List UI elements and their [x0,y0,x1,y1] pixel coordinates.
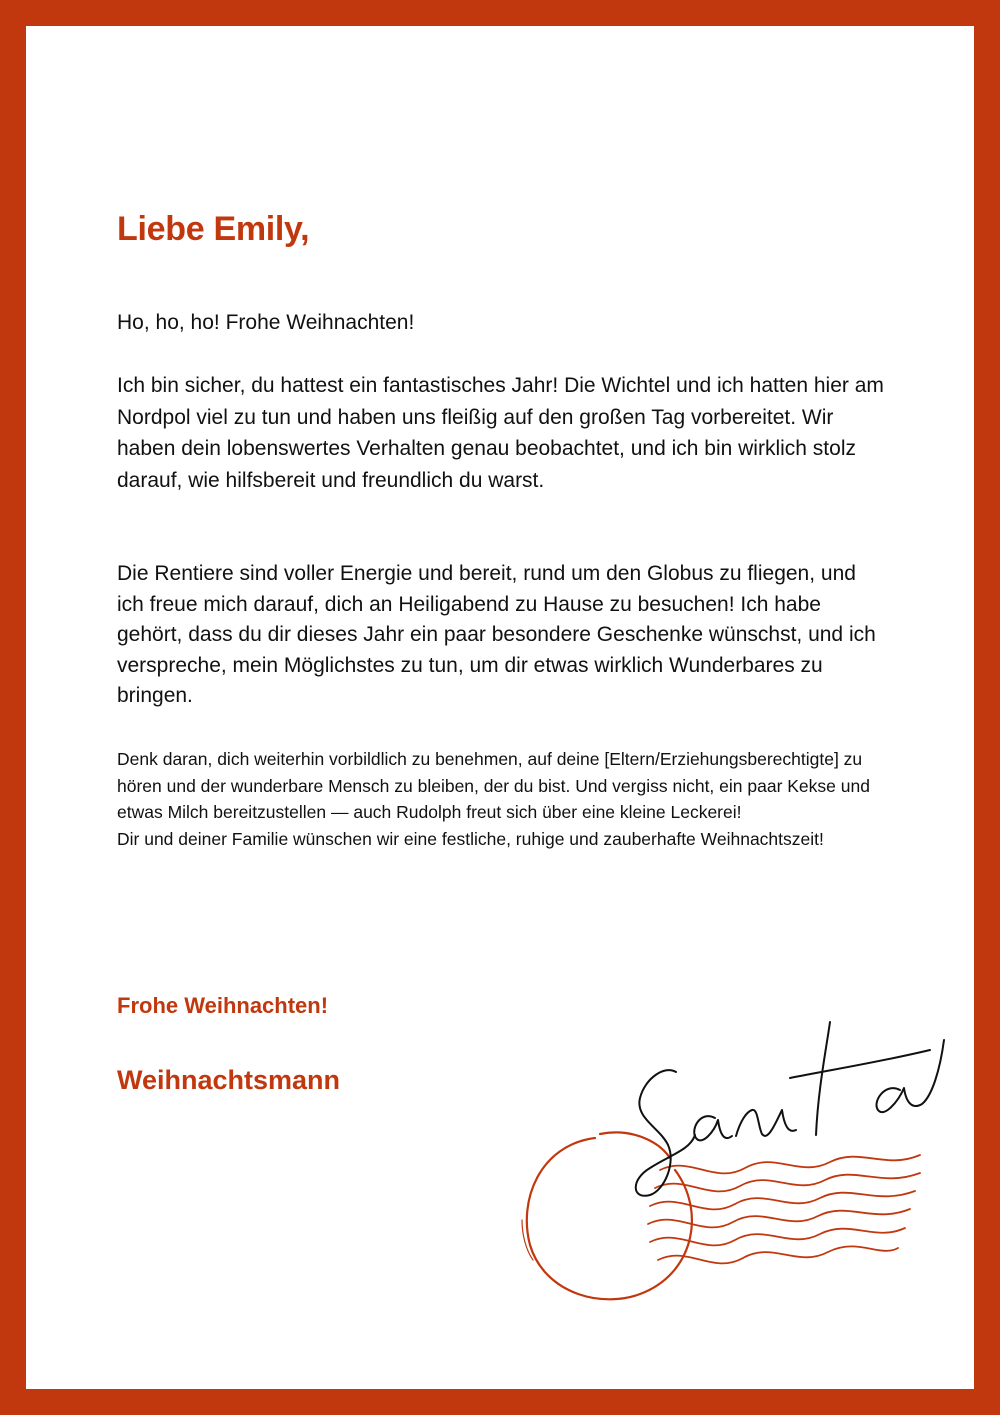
letter-paragraph-3 [117,746,887,852]
letter-intro: Ho, ho, ho! Frohe Weihnachten! [117,311,415,334]
letter-closing: Frohe Weihnachten! [117,993,329,1018]
letter-paragraph-1: Ich bin sicher, du hattest ein fantastisches Jahr! Die Wichtel und ich hatten hier am Nordpol viel zu tun und haben uns fleißig auf den großen Tag vorbereitet. Wir haben dein lobenswertes Verhalten genau beobachtet, und ich bin wirklich stolz darauf, wie hilfsbereit und freundlich du warst. [117,374,884,492]
letter-paragraph-3-part-2: Dir und deiner Familie wünschen wir eine festliche, ruhige und zauberhafte Weihnachtszeit! [117,828,824,849]
letter-signer: Weihnachtsmann [117,1065,341,1095]
letter-greeting: Liebe Emily, [117,210,310,248]
postmark-wave-lines [648,1155,920,1263]
santa-signature [636,1022,944,1196]
letter-paragraph-2: Die Rentiere sind voller Energie und bereit, rund um den Globus zu fliegen, und ich freue mich darauf, dich an Heiligabend zu Hause zu besuchen! Ich habe gehört, dass du dir dieses Jahr ein paar besondere Geschenke wünschst, und ich verspreche, mein Möglichstes zu tun, um dir etwas wirklich Wunderbares zu bringen. [117,562,876,707]
postmark-stamp [500,1010,960,1320]
letter-paragraph-3-part-1: Denk daran, dich weiterhin vorbildlich zu benehmen, auf deine [Eltern/Erziehungsberechtigte] zu hören und der wunderbare Mensch zu bleiben, der du bist. Und vergiss nicht, ein paar Kekse und etwas Milch bereitzustellen — auch Rudolph freut sich über eine kleine Leckerei! [117,749,870,822]
postmark-circle [522,1132,692,1299]
